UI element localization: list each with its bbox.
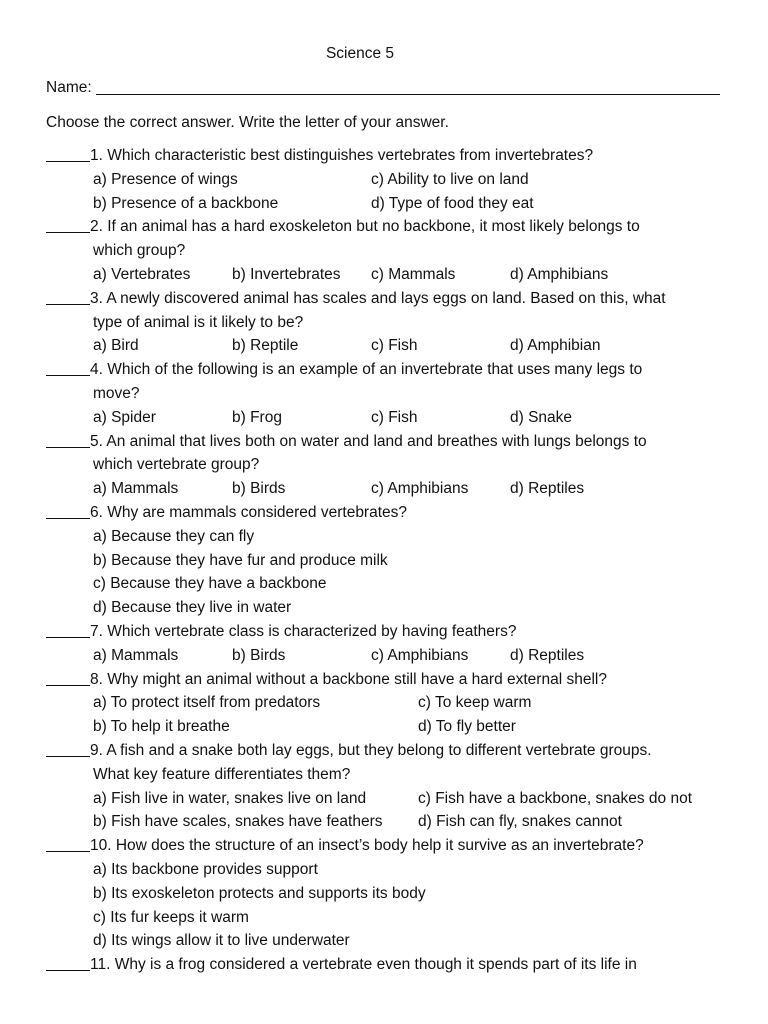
option-row <box>46 644 726 668</box>
option-row <box>46 192 726 216</box>
question-9 <box>46 739 726 834</box>
instructions: Choose the correct answer. Write the letter of your answer. <box>46 114 449 131</box>
answer-blank[interactable] <box>46 501 90 519</box>
option-d: d) Snake <box>510 408 573 426</box>
question-text-continued: which vertebrate group? <box>93 456 260 474</box>
question-2 <box>46 215 726 286</box>
question-11 <box>46 953 726 977</box>
option-a: a) To protect itself from predators <box>93 694 321 712</box>
option-row <box>46 691 726 715</box>
option-row <box>46 406 726 430</box>
option-a: a) Mammals <box>93 646 179 664</box>
answer-blank[interactable] <box>46 287 90 305</box>
option-c: c) Amphibians <box>371 480 469 498</box>
question-text: 9. A fish and a snake both lay eggs, but they belong to different vertebrate groups. <box>90 741 652 759</box>
question-8 <box>46 668 726 739</box>
question-5 <box>46 430 726 501</box>
name-field-line[interactable] <box>96 93 720 95</box>
option-b: b) Presence of a backbone <box>93 194 279 212</box>
question-1 <box>46 144 726 215</box>
answer-blank[interactable] <box>46 144 90 162</box>
option-a: a) Bird <box>93 337 139 355</box>
option-d: d) Fish can fly, snakes cannot <box>418 813 622 831</box>
option-b: b) Fish have scales, snakes have feathers <box>93 813 383 831</box>
option-c: c) Fish <box>371 408 418 426</box>
option-d: d) Amphibian <box>510 337 601 355</box>
option-b: b) To help it breathe <box>93 718 230 736</box>
option-d: d) To fly better <box>418 718 516 736</box>
question-text: 7. Which vertebrate class is characterized by having feathers? <box>90 622 517 640</box>
option-b: b) Reptile <box>232 337 299 355</box>
option-c: c) To keep warm <box>418 694 532 712</box>
answer-blank[interactable] <box>46 953 90 971</box>
question-text: 4. Which of the following is an example of an invertebrate that uses many legs to <box>90 361 643 379</box>
question-7 <box>46 620 726 668</box>
question-6 <box>46 501 726 620</box>
answer-blank[interactable] <box>46 215 90 233</box>
question-text: 2. If an animal has a hard exoskeleton but no backbone, it most likely belongs to <box>90 218 640 236</box>
page-title: Science 5 <box>325 45 395 62</box>
question-text: 5. An animal that lives both on water and land and breathes with lungs belongs to <box>90 432 647 450</box>
option-a: a) Mammals <box>93 480 179 498</box>
option-d: d) Its wings allow it to live underwater <box>93 932 350 950</box>
question-text-continued: move? <box>93 384 140 402</box>
question-text: 8. Why might an animal without a backbone still have a hard external shell? <box>90 670 607 688</box>
question-text: 3. A newly discovered animal has scales and lays eggs on land. Based on this, what <box>90 289 666 307</box>
question-list <box>46 144 726 977</box>
option-b: b) Invertebrates <box>232 265 341 283</box>
option-row <box>46 810 726 834</box>
answer-blank[interactable] <box>46 668 90 686</box>
option-c: c) Its fur keeps it warm <box>93 908 249 926</box>
option-d: d) Amphibians <box>510 265 609 283</box>
option-b: b) Because they have fur and produce milk <box>93 551 388 569</box>
option-c: c) Ability to live on land <box>371 170 529 188</box>
option-d: d) Reptiles <box>510 646 585 664</box>
option-b: b) Birds <box>232 646 286 664</box>
option-c: c) Because they have a backbone <box>93 575 327 593</box>
option-d: d) Type of food they eat <box>371 194 534 212</box>
option-a: a) Spider <box>93 408 156 426</box>
question-text: 1. Which characteristic best distinguishes vertebrates from invertebrates? <box>90 147 594 164</box>
option-a: a) Because they can fly <box>93 527 255 545</box>
option-row <box>46 168 726 192</box>
answer-blank[interactable] <box>46 739 90 757</box>
option-row <box>46 787 726 811</box>
question-text: 6. Why are mammals considered vertebrates? <box>90 503 408 521</box>
question-text: 11. Why is a frog considered a vertebrate even though it spends part of its life in <box>90 956 637 974</box>
name-row <box>46 78 720 98</box>
option-c: c) Mammals <box>371 265 456 283</box>
option-row <box>46 477 726 501</box>
option-a: a) Its backbone provides support <box>93 860 318 878</box>
question-3 <box>46 287 726 358</box>
option-d: d) Because they live in water <box>93 599 292 617</box>
question-text-continued: which group? <box>93 242 186 260</box>
option-b: b) Its exoskeleton protects and supports its body <box>93 884 426 902</box>
question-text: 10. How does the structure of an insect’s body help it survive as an invertebrate? <box>90 837 644 855</box>
option-b: b) Birds <box>232 480 286 498</box>
answer-blank[interactable] <box>46 834 90 852</box>
option-d: d) Reptiles <box>510 480 585 498</box>
option-a: a) Fish live in water, snakes live on land <box>93 789 367 807</box>
answer-blank[interactable] <box>46 620 90 638</box>
answer-blank[interactable] <box>46 430 90 448</box>
question-10 <box>46 834 726 953</box>
question-text-continued: type of animal is it likely to be? <box>93 313 304 331</box>
option-b: b) Frog <box>232 408 282 426</box>
option-row <box>46 263 726 287</box>
answer-blank[interactable] <box>46 358 90 376</box>
option-row <box>46 715 726 739</box>
name-label: Name: <box>46 79 92 96</box>
option-a: a) Vertebrates <box>93 265 191 283</box>
question-4 <box>46 358 726 429</box>
option-row <box>46 334 726 358</box>
option-c: c) Fish <box>371 337 418 355</box>
option-a: a) Presence of wings <box>93 170 238 188</box>
option-c: c) Amphibians <box>371 646 469 664</box>
question-text-continued: What key feature differentiates them? <box>93 765 351 783</box>
option-c: c) Fish have a backbone, snakes do not <box>418 789 692 807</box>
